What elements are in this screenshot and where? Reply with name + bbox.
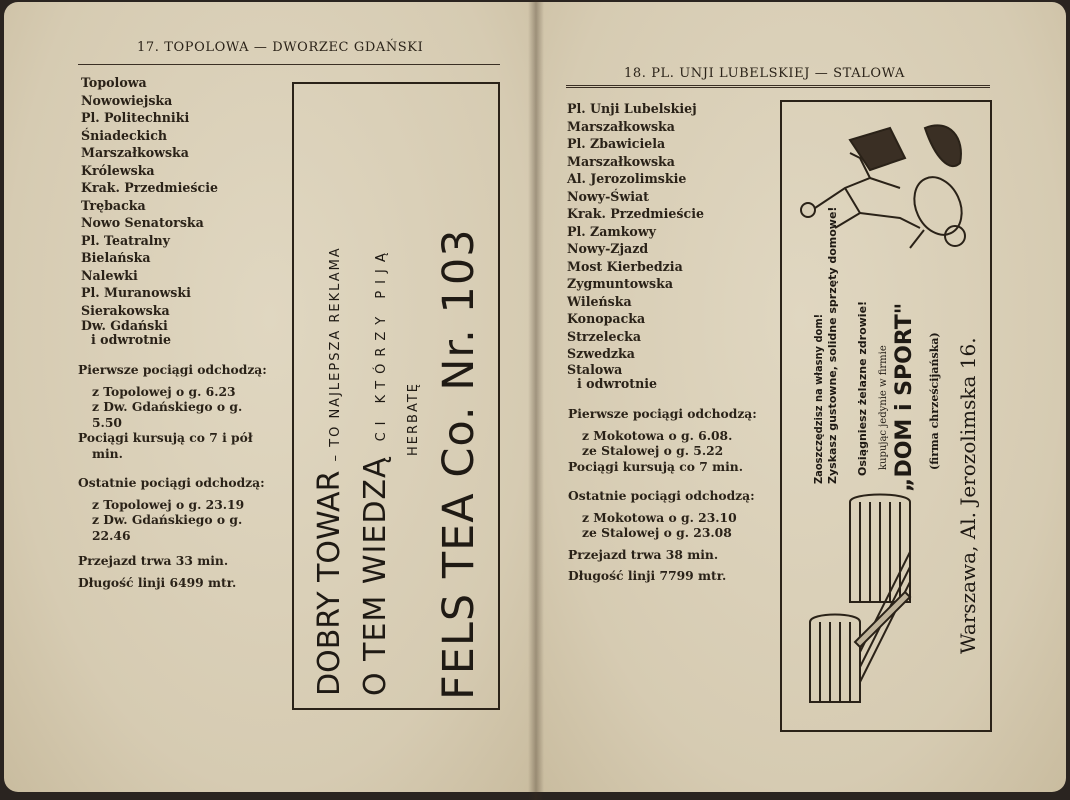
advert-line-1: DOBRY TOWAR – TO NAJLEPSZA REKLAMA bbox=[312, 246, 347, 696]
advert-line-2: O TEM WIEDZĄ CI KTÓRZY PIJĄ bbox=[358, 246, 393, 696]
left-stop-list bbox=[81, 74, 218, 347]
frequency-unit: min. bbox=[92, 445, 123, 461]
stop-item: Nalewki bbox=[81, 267, 138, 283]
right-schedule-info bbox=[568, 406, 768, 584]
stop-item: Nowo Senatorska bbox=[81, 215, 204, 230]
first-trains-label: Pierwsze pociągi odchodzą: bbox=[78, 362, 267, 377]
stop-item: Sierakowska bbox=[81, 302, 170, 318]
stop-item: Marszałkowska bbox=[567, 153, 675, 169]
last-train-1: z Mokotowa o g. 23.10 bbox=[582, 509, 737, 525]
stop-item: Strzelecka bbox=[567, 328, 642, 344]
stop-item: Al. Jerozolimskie bbox=[567, 171, 687, 186]
stop-item: Krak. Przedmieście bbox=[81, 180, 218, 195]
stop-item: Pl. Teatralny bbox=[81, 232, 170, 248]
stop-item: Nowy-Świat bbox=[567, 188, 649, 204]
left-header-rule bbox=[78, 64, 500, 65]
advert-company-note: (firma chrześcijańska) bbox=[928, 332, 941, 470]
travel-time: Przejazd trwa 33 min. bbox=[78, 553, 229, 568]
last-train-1: z Topolowej o g. 23.19 bbox=[92, 496, 245, 512]
stop-item: Pl. Zamkowy bbox=[567, 223, 656, 239]
left-running-head: 17. TOPOLOWA — DWORZEC GDAŃSKI bbox=[137, 40, 424, 55]
stop-item: Dw. Gdański bbox=[81, 318, 168, 333]
stop-item: Zygmuntowska bbox=[567, 276, 673, 291]
stop-item: Szwedzka bbox=[567, 346, 635, 361]
first-train-2: z Dw. Gdańskiego o g. bbox=[92, 399, 243, 414]
advert-slogan-3: Osiągniesz żelazne zdrowie! bbox=[856, 300, 869, 476]
stop-item: Królewska bbox=[81, 162, 155, 178]
left-schedule-info bbox=[78, 362, 278, 590]
last-train-2: z Dw. Gdańskiego o g. bbox=[92, 512, 243, 527]
stop-item: i odwrotnie bbox=[91, 332, 172, 347]
right-stop-list bbox=[567, 100, 704, 391]
stop-item: Stalowa bbox=[567, 361, 623, 377]
stop-item: Pl. Zbawiciela bbox=[567, 136, 666, 151]
stop-item: Konopacka bbox=[567, 311, 646, 326]
advert-company-name: „DOM i SPORT" bbox=[892, 302, 917, 492]
stop-item: Marszałkowska bbox=[81, 145, 189, 160]
advert-slogan-2: Zyskasz gustowne, solidne sprzęty domowe! bbox=[826, 206, 839, 484]
first-train-1: z Mokotowa o g. 6.08. bbox=[582, 427, 733, 443]
stop-item: Nowy-Zjazd bbox=[567, 241, 649, 256]
stop-item: Trębacka bbox=[81, 197, 146, 213]
line-length: Długość linji 7799 mtr. bbox=[568, 568, 727, 583]
iron-bed-illustration bbox=[800, 492, 930, 722]
tennis-player-illustration bbox=[790, 118, 980, 258]
advert-slogan-4: kupując jedynie w firmie bbox=[878, 345, 889, 470]
stop-item: Pl. Politechniki bbox=[81, 110, 190, 125]
line-length: Długość linji 6499 mtr. bbox=[78, 574, 237, 590]
stop-item: i odwrotnie bbox=[577, 375, 658, 391]
stop-item: Śniadeckich bbox=[81, 127, 168, 143]
right-header-rule bbox=[566, 85, 990, 88]
stop-item: Topolowa bbox=[81, 75, 147, 90]
last-train-2: ze Stalowej o g. 23.08 bbox=[582, 525, 732, 540]
stop-item: Most Kierbedzia bbox=[567, 258, 683, 274]
stop-item: Nowowiejska bbox=[81, 92, 173, 108]
advert-address: Warszawa, Al. Jerozolimska 16. bbox=[956, 337, 980, 654]
travel-time: Przejazd trwa 38 min. bbox=[568, 546, 719, 562]
frequency-text: Pociągi kursują co 7 i pół bbox=[78, 430, 253, 445]
right-running-head: 18. PL. UNJI LUBELSKIEJ — STALOWA bbox=[624, 66, 905, 81]
stop-item: Wileńska bbox=[567, 293, 632, 309]
first-train-1: z Topolowej o g. 6.23 bbox=[92, 383, 236, 399]
advert-line-2b: HERBATĘ bbox=[406, 382, 421, 456]
advert-slogan-1: Zaoszczędzisz na własny dom! bbox=[812, 313, 825, 484]
first-train-2: ze Stalowej o g. 5.22 bbox=[582, 443, 724, 458]
last-trains-label: Ostatnie pociągi odchodzą: bbox=[78, 475, 265, 490]
stop-item: Bielańska bbox=[81, 250, 151, 265]
advert-line-3: FELS TEA Co. Nr. 103 bbox=[434, 228, 484, 700]
stop-item: Pl. Unji Lubelskiej bbox=[567, 101, 697, 116]
last-trains-label: Ostatnie pociągi odchodzą: bbox=[568, 488, 755, 503]
stop-item: Pl. Muranowski bbox=[81, 285, 191, 300]
stop-item: Krak. Przedmieście bbox=[567, 206, 704, 221]
last-train-2-time: 22.46 bbox=[92, 527, 131, 543]
first-train-2-time: 5.50 bbox=[92, 414, 122, 430]
book-gutter bbox=[528, 0, 544, 800]
first-trains-label: Pierwsze pociągi odchodzą: bbox=[568, 406, 757, 421]
frequency-text: Pociągi kursują co 7 min. bbox=[568, 458, 744, 474]
stop-item: Marszałkowska bbox=[567, 118, 675, 134]
